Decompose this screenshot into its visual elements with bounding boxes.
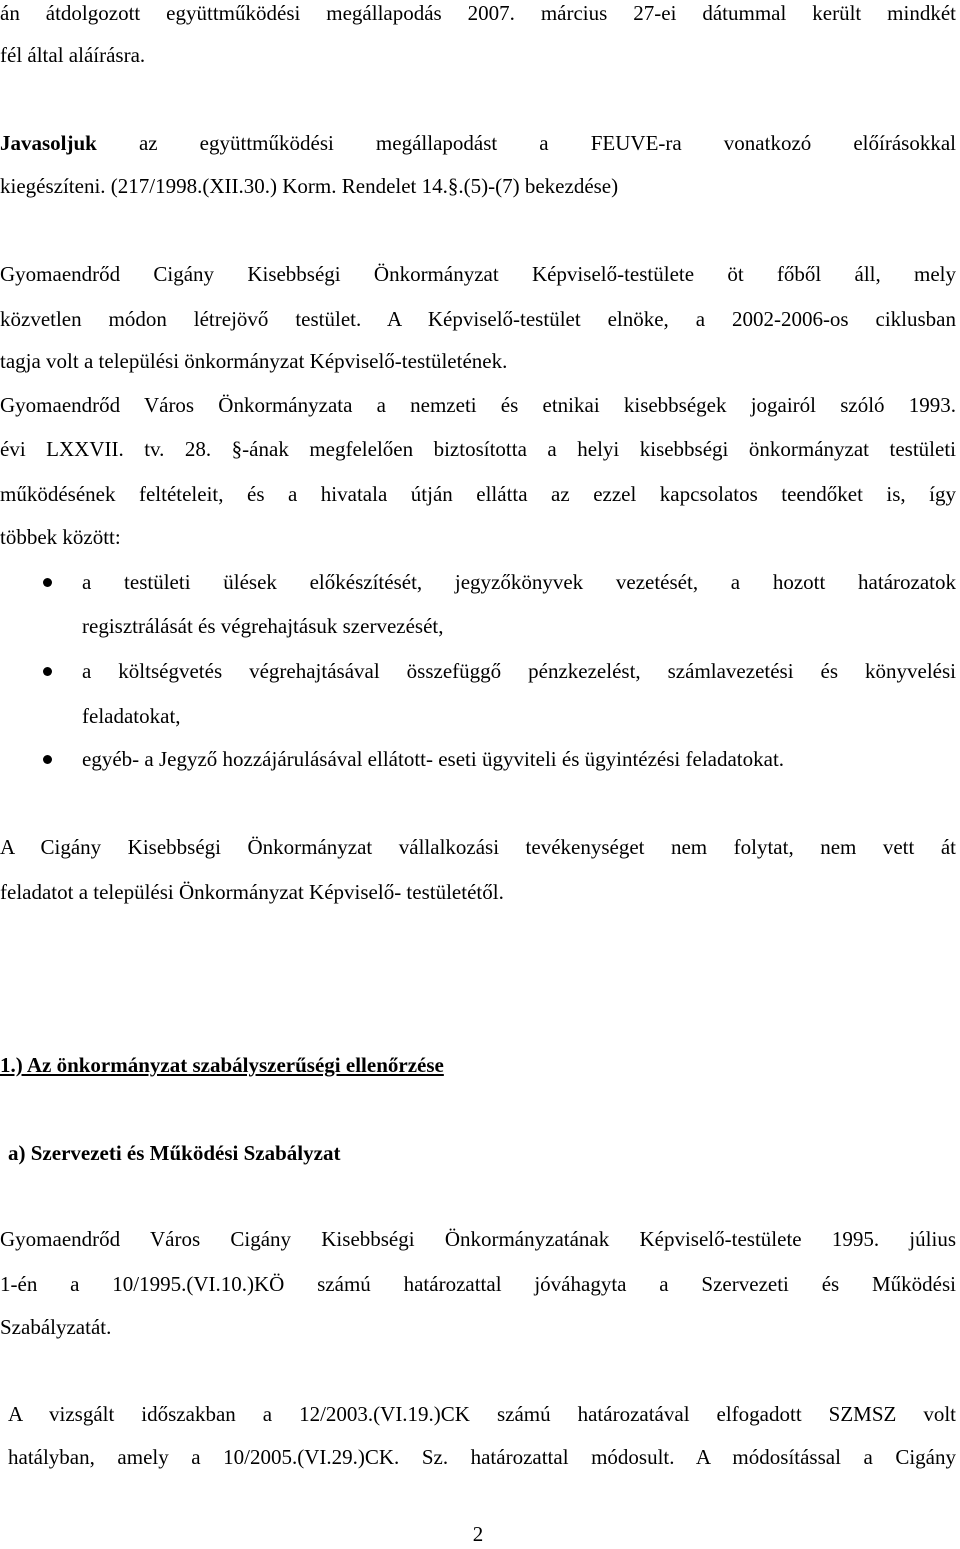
para-period-line-2: hatályban, amely a 10/2005.(VI.29.)CK. Sz. határozattal módosult. A módosítással a Cigány [8, 1445, 956, 1469]
para-board-line-1: Gyomaendrőd Cigány Kisebbségi Önkormányzat Képviselő-testülete öt főből áll, mely [0, 262, 956, 286]
para-szmsz-line-3: Szabályzatát. [0, 1315, 112, 1339]
para-top-line-1: án átdolgozott együttműködési megállapodás 2007. március 27-ei dátummal került mindkét [0, 1, 956, 25]
proposal-line-1-rest: az együttműködési megállapodást a FEUVE-ra vonatkozó előírásokkal [96, 131, 956, 155]
subsection-heading: a) Szervezeti és Működési Szabályzat [8, 1141, 341, 1165]
para-proposal-line-1 [0, 128, 956, 158]
para-board-line-4: Gyomaendrőd Város Önkormányzata a nemzeti és etnikai kisebbségek jogairól szóló 1993. [0, 393, 956, 417]
para-board-line-2: közvetlen módon létrejövő testület. A Képviselő-testület elnöke, a 2002-2006-os ciklusban [0, 307, 956, 331]
proposal-bold-word: Javasoljuk [0, 131, 97, 155]
para-period-line-1: A vizsgált időszakban a 12/2003.(VI.19.)CK számú határozatával elfogadott SZMSZ volt [8, 1402, 956, 1426]
bullet-item-2-line-2: feladatokat, [82, 704, 181, 728]
page-number: 2 [472, 1522, 484, 1546]
para-board-line-5: évi LXXVII. tv. 28. §-ának megfelelően biztosította a helyi kisebbségi önkormányzat testületi [0, 437, 956, 461]
para-proposal-line-2: kiegészíteni. (217/1998.(XII.30.) Korm. Rendelet 14.§.(5)-(7) bekezdése) [0, 174, 619, 198]
para-top-line-2: fél által aláírásra. [0, 43, 146, 67]
section-heading: 1.) Az önkormányzat szabályszerűségi ellenőrzése [0, 1053, 444, 1077]
para-board-line-3: tagja volt a települési önkormányzat Képviselő-testületének. [0, 349, 508, 373]
bullet-dot-icon [43, 578, 52, 587]
bullet-item-1-line-2: regisztrálását és végrehajtásuk szervezését, [82, 614, 444, 638]
para-szmsz-line-1: Gyomaendrőd Város Cigány Kisebbségi Önkormányzatának Képviselő-testülete 1995. július [0, 1227, 956, 1251]
bullet-item-2-line-1: a költségvetés végrehajtásával összefüggő pénzkezelést, számlavezetési és könyvelési [82, 659, 956, 683]
bullet-item-1-line-1: a testületi ülések előkészítését, jegyzőkönyvek vezetését, a hozott határozatok [82, 570, 956, 594]
para-szmsz-line-2: 1-én a 10/1995.(VI.10.)KÖ számú határozattal jóváhagyta a Szervezeti és Működési [0, 1272, 956, 1296]
para-board-line-6: működésének feltételeit, és a hivatala útján ellátta az ezzel kapcsolatos teendőket is, így [0, 482, 956, 506]
para-business-line-2: feladatot a települési Önkormányzat Képviselő- testületétől. [0, 880, 504, 904]
bullet-item-3-line-1: egyéb- a Jegyző hozzájárulásával ellátott- eseti ügyviteli és ügyintézési feladatokat. [82, 747, 785, 771]
para-business-line-1: A Cigány Kisebbségi Önkormányzat vállalkozási tevékenységet nem folytat, nem vett át [0, 835, 956, 859]
bullet-dot-icon [43, 755, 52, 764]
para-board-line-7: többek között: [0, 525, 121, 549]
bullet-dot-icon [43, 667, 52, 676]
